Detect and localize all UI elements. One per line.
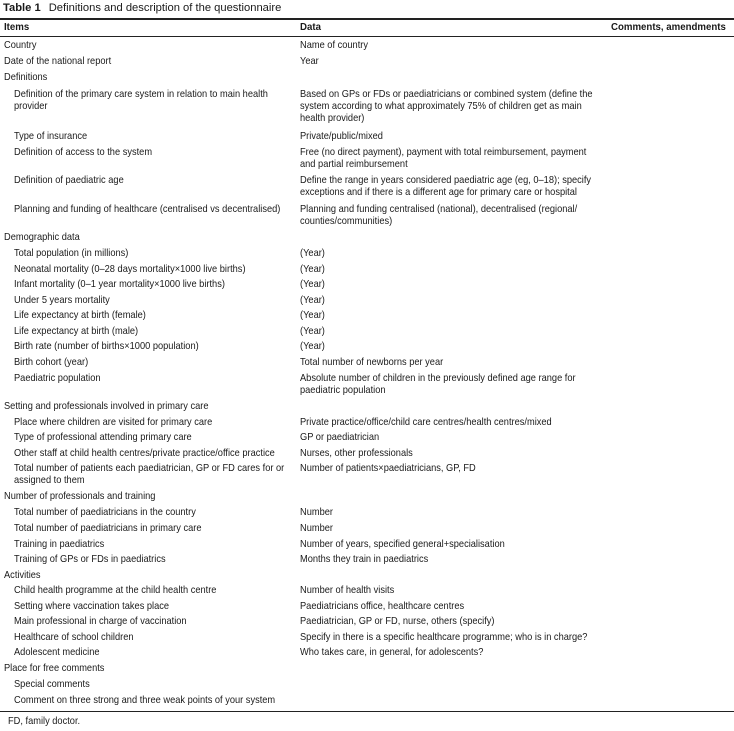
column-header-data: Data	[300, 21, 321, 33]
data-cell: Number of health visits	[300, 585, 395, 596]
data-cell: (Year)	[300, 295, 325, 306]
data-cell: Number	[300, 507, 333, 518]
item-cell: Main professional in charge of vaccination	[14, 616, 187, 627]
data-cell: (Year)	[300, 248, 325, 259]
item-cell: Special comments	[14, 679, 90, 690]
item-cell: Planning and funding of healthcare (centralised vs decentralised)	[14, 204, 281, 215]
data-cell: Free (no direct payment), payment with total reimbursement, payment and partial reimbursement	[300, 147, 587, 171]
section-heading: Demographic data	[4, 232, 80, 243]
data-cell: Total number of newborns per year	[300, 357, 444, 368]
data-cell: Define the range in years considered paediatric age (eg, 0–18); specify exceptions and if there is a different age for primary care or hospital	[300, 175, 592, 199]
item-cell: Training in paediatrics	[14, 539, 105, 550]
item-cell: Setting where vaccination takes place	[14, 601, 170, 612]
table-label: Table 1	[3, 2, 41, 14]
section-heading: Activities	[4, 570, 41, 581]
item-cell: Definition of access to the system	[14, 147, 153, 158]
item-cell: Total number of paediatricians in primary care	[14, 523, 202, 534]
section-heading: Setting and professionals involved in primary care	[4, 401, 209, 412]
item-cell: Other staff at child health centres/private practice/office practice	[14, 448, 275, 459]
header-rule	[0, 36, 734, 37]
item-cell: Place where children are visited for primary care	[14, 417, 213, 428]
section-heading: Number of professionals and training	[4, 491, 156, 502]
data-cell: Specify in there is a specific healthcare programme; who is in charge?	[300, 632, 588, 643]
data-cell: Who takes care, in general, for adolescents?	[300, 647, 484, 658]
item-cell: Type of professional attending primary care	[14, 432, 192, 443]
data-cell: Name of country	[300, 40, 368, 51]
data-cell: (Year)	[300, 310, 325, 321]
item-cell: Infant mortality (0–1 year mortality×1000 live births)	[14, 279, 225, 290]
section-heading: Definitions	[4, 72, 48, 83]
section-heading: Place for free comments	[4, 663, 105, 674]
data-cell: Year	[300, 56, 319, 67]
item-cell: Type of insurance	[14, 131, 88, 142]
item-cell: Life expectancy at birth (female)	[14, 310, 146, 321]
data-cell: Months they train in paediatrics	[300, 554, 429, 565]
data-cell: Paediatricians office, healthcare centres	[300, 601, 465, 612]
data-cell: Number of patients×paediatricians, GP, FD	[300, 463, 476, 474]
item-cell: Definition of the primary care system in relation to main health provider	[14, 89, 268, 113]
data-cell: Nurses, other professionals	[300, 448, 413, 459]
section-heading: Country	[4, 40, 37, 51]
item-cell: Total number of patients each paediatrician, GP or FD cares for or assigned to them	[14, 463, 285, 487]
data-cell: Paediatrician, GP or FD, nurse, others (specify)	[300, 616, 495, 627]
table-title: Definitions and description of the questionnaire	[48, 2, 282, 14]
data-cell: Private practice/office/child care centres/health centres/mixed	[300, 417, 552, 428]
data-cell: (Year)	[300, 264, 325, 275]
bottom-rule	[0, 711, 734, 712]
item-cell: Comment on three strong and three weak points of your system	[14, 695, 276, 706]
item-cell: Child health programme at the child health centre	[14, 585, 217, 596]
data-cell: Absolute number of children in the previously defined age range for paediatric population	[300, 373, 576, 397]
data-cell: Planning and funding centralised (national), decentralised (regional/ counties/communities)	[300, 204, 578, 228]
data-cell: (Year)	[300, 341, 325, 352]
item-cell: Birth rate (number of births×1000 population)	[14, 341, 199, 352]
item-cell: Life expectancy at birth (male)	[14, 326, 139, 337]
top-rule	[0, 18, 734, 20]
item-cell: Paediatric population	[14, 373, 101, 384]
data-cell: Private/public/mixed	[300, 131, 383, 142]
item-cell: Definition of paediatric age	[14, 175, 124, 186]
item-cell: Birth cohort (year)	[14, 357, 89, 368]
item-cell: Adolescent medicine	[14, 647, 100, 658]
data-cell: (Year)	[300, 279, 325, 290]
data-cell: GP or paediatrician	[300, 432, 380, 443]
item-cell: Healthcare of school children	[14, 632, 134, 643]
data-cell: Number	[300, 523, 333, 534]
data-cell: (Year)	[300, 326, 325, 337]
data-cell: Based on GPs or FDs or paediatricians or combined system (define the system according to what approximately 75% of children get as main health provider)	[300, 89, 593, 125]
table-caption	[3, 1, 281, 15]
item-cell: Training of GPs or FDs in paediatrics	[14, 554, 166, 565]
item-cell: Under 5 years mortality	[14, 295, 110, 306]
item-cell: Total number of paediatricians in the country	[14, 507, 196, 518]
section-heading: Date of the national report	[4, 56, 112, 67]
data-cell: Number of years, specified general+specialisation	[300, 539, 505, 550]
item-cell: Total population (in millions)	[14, 248, 129, 259]
column-header-items: Items	[4, 21, 30, 33]
footnote: FD, family doctor.	[8, 716, 81, 727]
column-header-comments: Comments, amendments	[611, 21, 726, 33]
item-cell: Neonatal mortality (0–28 days mortality×1000 live births)	[14, 264, 246, 275]
